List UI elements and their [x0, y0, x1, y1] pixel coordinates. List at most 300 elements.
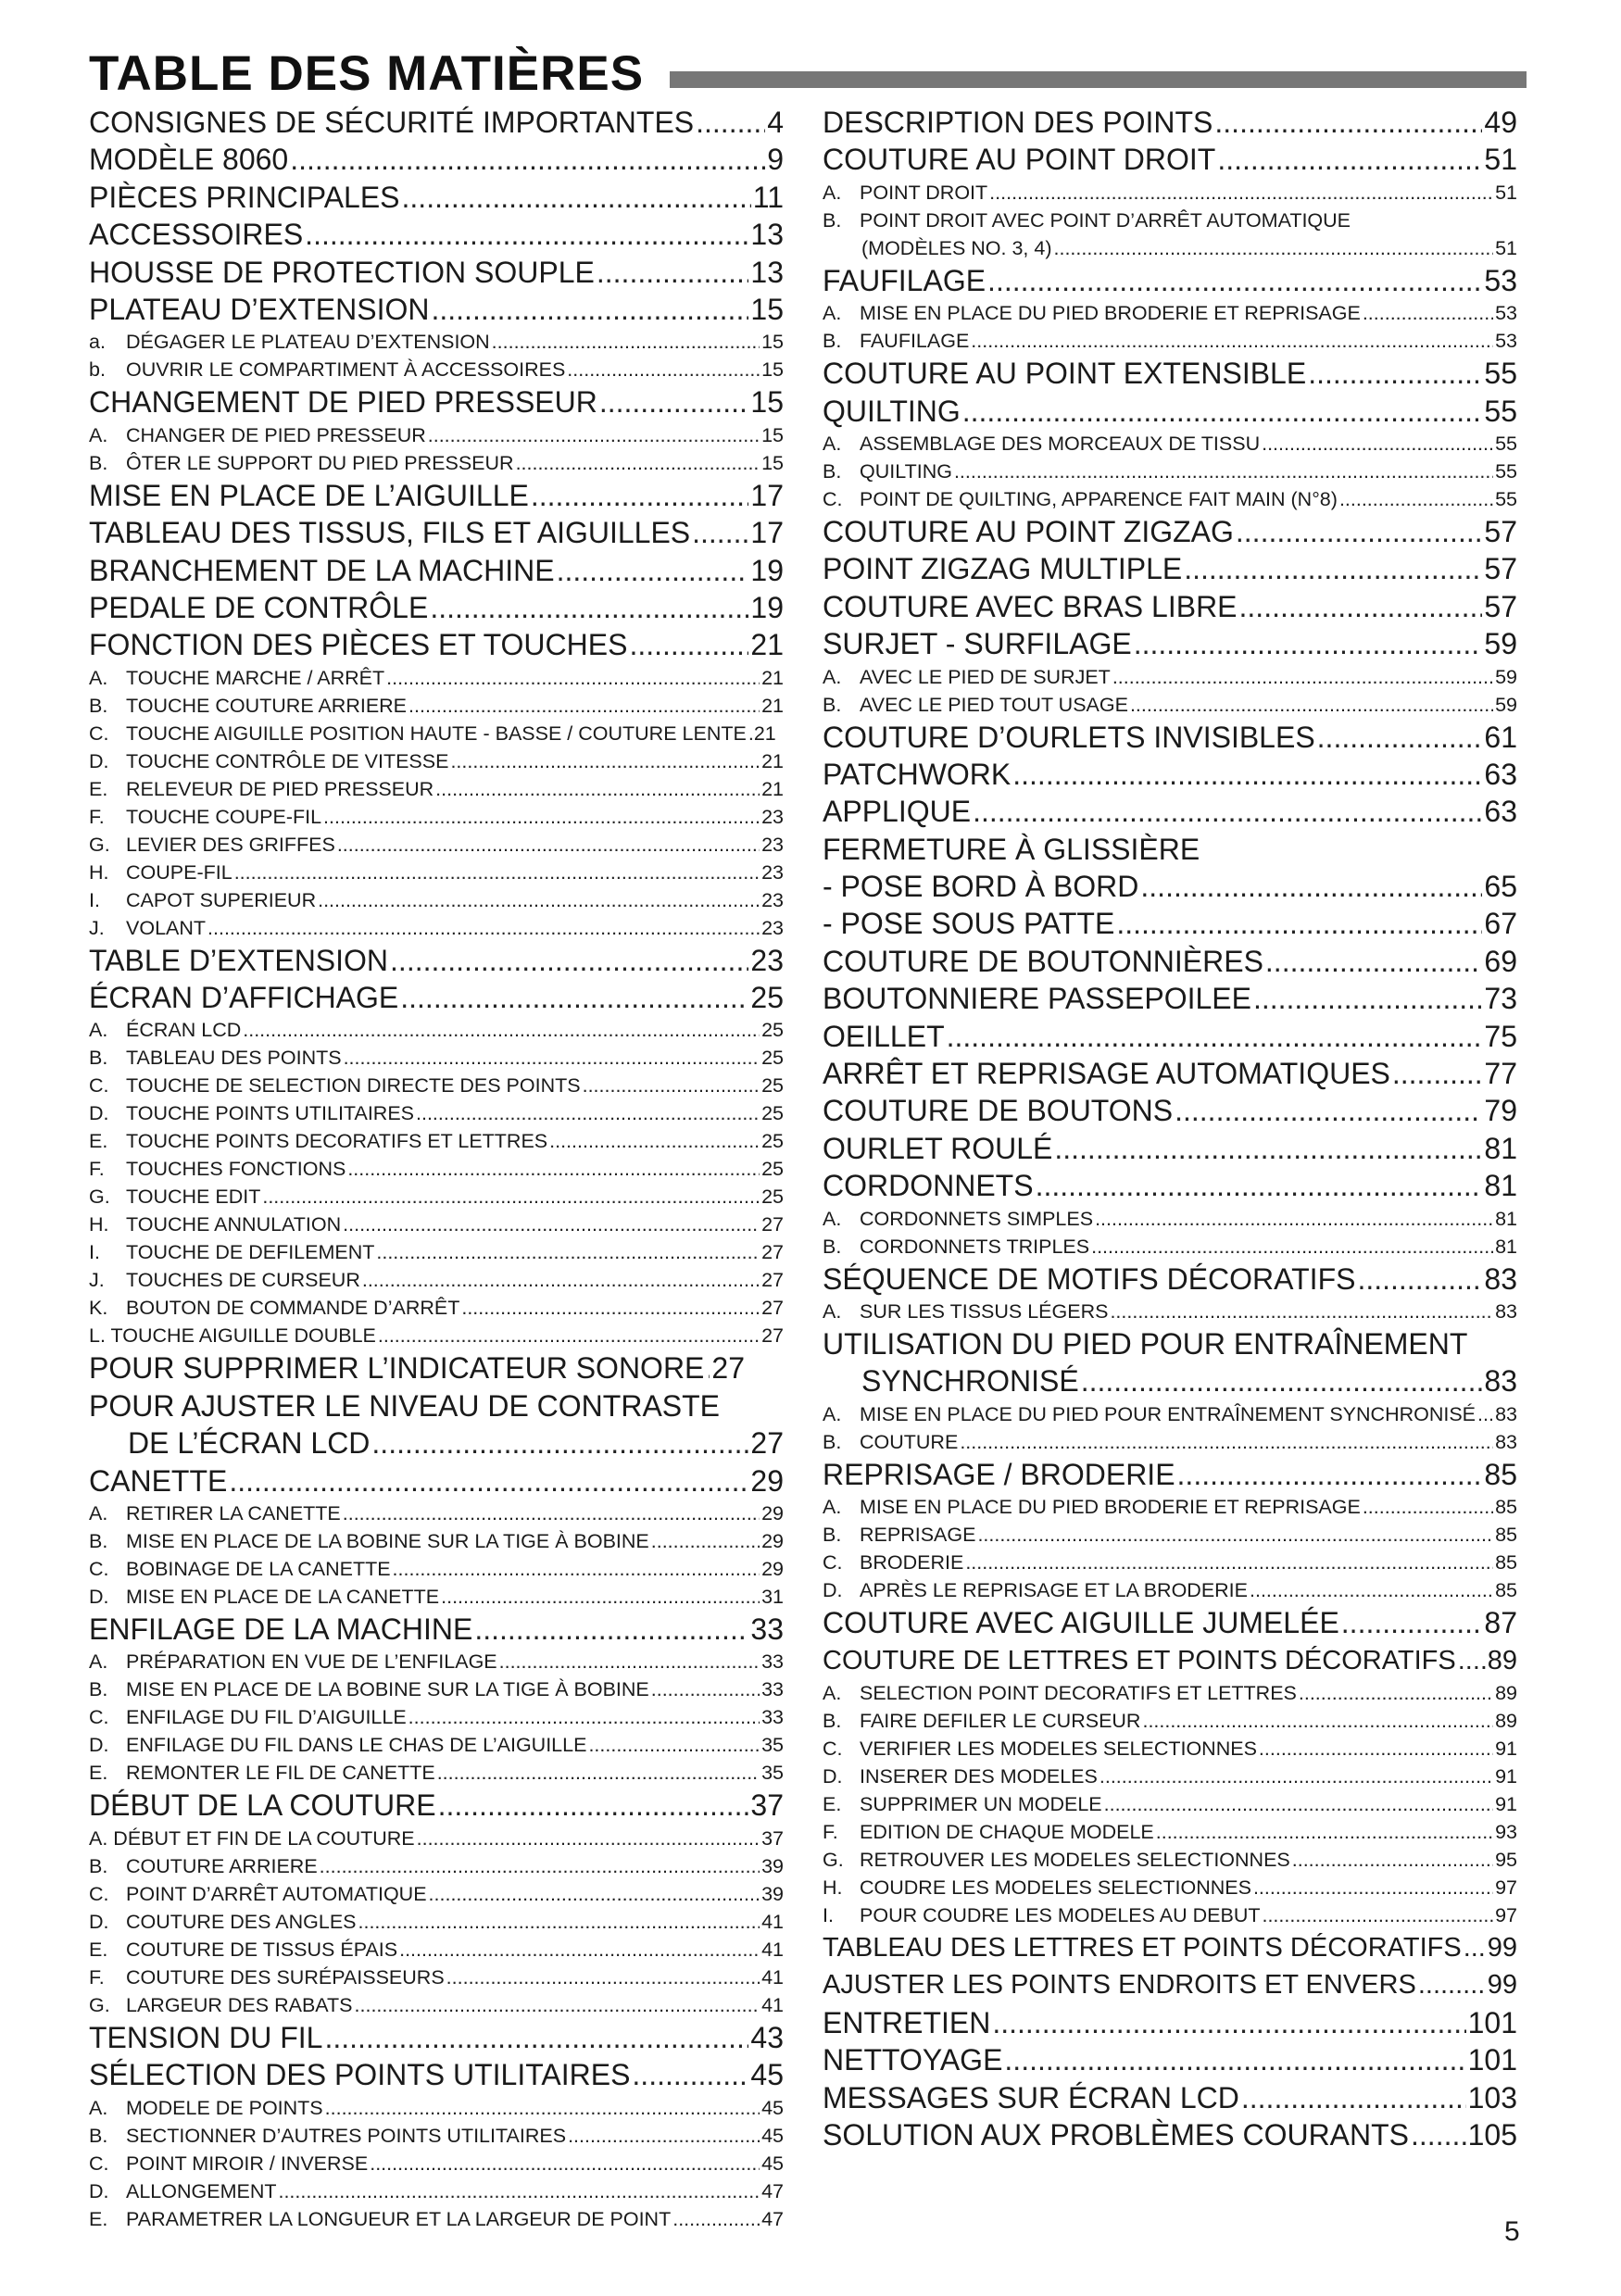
toc-subentry[interactable] [823, 1233, 1517, 1261]
toc-subentry[interactable] [823, 1400, 1517, 1428]
toc-subentry[interactable] [823, 1790, 1517, 1818]
toc-subentry[interactable] [89, 1648, 784, 1675]
toc-subentry[interactable] [89, 720, 784, 747]
toc-entry[interactable] [823, 980, 1517, 1017]
toc-entry[interactable] [823, 393, 1517, 430]
toc-leader-dots [632, 2056, 748, 2093]
toc-leader-dots [696, 104, 765, 141]
toc-subentry[interactable] [89, 2094, 784, 2122]
toc-leader-dots [343, 1211, 760, 1238]
toc-label: LARGEUR DES RABATS [126, 1993, 353, 2016]
toc-entry[interactable] [823, 1966, 1517, 2003]
toc-page-number: 105 [1467, 2117, 1517, 2152]
toc-letter: A. [89, 2096, 108, 2119]
toc-label: MODELE DE POINTS [126, 2096, 323, 2119]
toc-letter: a. [89, 331, 106, 354]
toc-entry[interactable] [823, 2041, 1517, 2078]
toc-entry[interactable] [823, 1261, 1517, 1298]
toc-letter: F. [823, 1820, 838, 1843]
toc-label: CORDONNETS SIMPLES [860, 1207, 1094, 1230]
toc-subentry[interactable] [89, 1238, 784, 1266]
toc-label: NETTOYAGE [823, 2043, 1003, 2077]
toc-page-number: 45 [761, 2096, 784, 2119]
toc-page-number: 37 [761, 1826, 784, 1850]
toc-subentry[interactable] [823, 1818, 1517, 1846]
toc-label: SUR LES TISSUS LÉGERS [860, 1299, 1109, 1323]
toc-page-number: 51 [1484, 143, 1517, 177]
toc-leader-dots [408, 1703, 760, 1731]
toc-page-number: 21 [753, 721, 776, 745]
toc-label: TOUCHE DE SELECTION DIRECTE DES POINTS [126, 1074, 581, 1098]
toc-leader-dots [370, 2150, 760, 2177]
toc-page-number: 25 [761, 1130, 784, 1153]
toc-letter: E. [89, 1130, 108, 1153]
toc-subentry[interactable] [823, 430, 1517, 458]
toc-leader-dots [1253, 980, 1482, 1017]
toc-page-number: 47 [761, 2207, 784, 2230]
toc-letter: B. [823, 693, 842, 716]
toc-leader-dots [399, 1936, 760, 1964]
toc-letter: B. [89, 694, 108, 717]
toc-leader-dots [400, 979, 748, 1016]
toc-page-number: 27 [761, 1324, 784, 1348]
toc-subentry[interactable] [89, 1072, 784, 1099]
toc-label: COUTURE DES SURÉPAISSEURS [126, 1965, 445, 1989]
toc-letter: A. [823, 1207, 842, 1230]
toc-label: ENFILAGE DU FIL DANS LE CHAS DE L’AIGUILLE [126, 1734, 587, 1757]
toc-leader-dots [243, 1016, 760, 1044]
toc-leader-dots [947, 1018, 1483, 1055]
toc-leader-dots [318, 886, 760, 914]
toc-entry[interactable] [89, 2019, 784, 2056]
page-title: TABLE DES MATIÈRES [89, 46, 645, 101]
toc-label: RETIRER LA CANETTE [126, 1502, 341, 1525]
toc-page-number: 27 [711, 1351, 745, 1386]
toc-subentry[interactable] [89, 1211, 784, 1238]
toc-label: REMONTER LE FIL DE CANETTE [126, 1762, 435, 1785]
toc-subentry[interactable] [89, 2122, 784, 2150]
toc-subentry[interactable] [89, 1044, 784, 1072]
toc-label: FAUFILAGE [860, 330, 970, 353]
toc-letter: J. [89, 1269, 105, 1292]
toc-label: TOUCHE POINTS UTILITAIRES [126, 1102, 414, 1125]
toc-entry[interactable] [823, 756, 1517, 793]
toc-letter: D. [89, 1102, 109, 1125]
toc-label: OURLET ROULÉ [823, 1131, 1053, 1165]
toc-leader-dots [1184, 550, 1482, 587]
toc-subentry[interactable] [89, 886, 784, 914]
toc-page-number: 29 [750, 1463, 784, 1498]
toc-subentry[interactable] [823, 1707, 1517, 1735]
toc-subentry[interactable] [89, 2177, 784, 2205]
toc-subentry[interactable] [823, 1901, 1517, 1929]
toc-letter: C. [89, 721, 109, 745]
toc-page-number: 25 [761, 1102, 784, 1125]
toc-label: OEILLET [823, 1019, 945, 1053]
toc-entry[interactable] [823, 1362, 1517, 1399]
toc-page-number: 85 [1495, 1524, 1517, 1547]
toc-subentry[interactable] [89, 2205, 784, 2233]
toc-page-number: 21 [761, 777, 784, 800]
toc-subentry[interactable] [89, 1825, 784, 1852]
toc-entry[interactable] [89, 1349, 784, 1386]
toc-entry[interactable] [823, 625, 1517, 662]
toc-subentry[interactable] [89, 664, 784, 692]
toc-subentry[interactable] [89, 449, 784, 477]
toc-page-number: 21 [761, 694, 784, 717]
toc-entry[interactable] [89, 1462, 784, 1499]
toc-page-number: 83 [1495, 1430, 1517, 1453]
toc-subentry[interactable] [89, 1991, 784, 2019]
toc-entry[interactable] [89, 179, 784, 216]
toc-entry[interactable] [89, 1611, 784, 1648]
toc-entry[interactable] [89, 291, 784, 328]
toc-entry[interactable] [823, 355, 1517, 392]
toc-page-number: 53 [1495, 330, 1517, 353]
toc-page-number: 33 [761, 1650, 784, 1674]
toc-leader-dots [393, 1555, 760, 1583]
toc-subentry[interactable] [823, 1493, 1517, 1521]
toc-subentry[interactable] [89, 1731, 784, 1759]
toc-subentry[interactable] [89, 1880, 784, 1908]
toc-subentry[interactable] [823, 1521, 1517, 1549]
toc-subentry[interactable] [823, 1679, 1517, 1707]
toc-page-number: 23 [750, 943, 784, 977]
toc-subentry[interactable] [823, 234, 1517, 262]
toc-label: POINT DROIT AVEC POINT D’ARRÊT AUTOMATIQUE [860, 208, 1351, 232]
toc-subentry[interactable] [823, 1549, 1517, 1576]
toc-page-number: 95 [1495, 1848, 1517, 1871]
toc-entry[interactable] [89, 477, 784, 514]
toc-letter: E. [89, 2207, 108, 2230]
toc-subentry[interactable] [823, 691, 1517, 719]
toc-label: PLATEAU D’EXTENSION [89, 292, 430, 326]
toc-entry[interactable] [823, 905, 1517, 942]
toc-letter: B. [823, 1524, 842, 1547]
toc-subentry[interactable] [89, 803, 784, 831]
toc-entry[interactable] [89, 552, 784, 589]
toc-leader-dots [474, 1611, 748, 1648]
toc-label: MISE EN PLACE DU PIED BRODERIE ET REPRISAGE [860, 1496, 1361, 1519]
toc-entry[interactable] [89, 216, 784, 253]
toc-letter: C. [89, 1074, 109, 1098]
toc-subentry[interactable] [89, 1099, 784, 1127]
toc-label: ÉCRAN D’AFFICHAGE [89, 981, 399, 1015]
toc-page-number: 59 [1495, 665, 1517, 688]
toc-leader-dots [376, 1238, 760, 1266]
toc-page-number: 43 [750, 2020, 784, 2054]
toc-label: DE L’ÉCRAN LCD [128, 1426, 371, 1461]
toc-page-number: 81 [1484, 1169, 1517, 1203]
toc-leader-dots [450, 747, 760, 775]
toc-entry[interactable] [823, 1167, 1517, 1204]
toc-letter: A. [823, 302, 842, 325]
toc-label: BRODERIE [860, 1551, 964, 1575]
toc-label: FERMETURE À GLISSIÈRE [823, 832, 1200, 866]
toc-leader-dots [1411, 2116, 1466, 2153]
toc-subentry[interactable] [823, 179, 1517, 207]
toc-entry[interactable] [823, 1604, 1517, 1641]
toc-entry[interactable] [823, 1325, 1517, 1362]
toc-entry[interactable] [89, 514, 784, 551]
toc-page-number: 91 [1495, 1792, 1517, 1815]
toc-subentry[interactable] [89, 1127, 784, 1155]
toc-entry[interactable] [823, 1018, 1517, 1055]
toc-subentry[interactable] [89, 1675, 784, 1703]
toc-subentry[interactable] [89, 1936, 784, 1964]
toc-entry[interactable] [89, 254, 784, 291]
toc-letter: B. [823, 1709, 842, 1732]
toc-letter: D. [89, 749, 109, 772]
toc-entry[interactable] [823, 943, 1517, 980]
toc-page-number: 85 [1495, 1579, 1517, 1602]
toc-subentry[interactable] [823, 1874, 1517, 1901]
toc-leader-dots [207, 914, 760, 942]
toc-leader-dots [446, 1964, 760, 1991]
toc-letter: C. [89, 1882, 109, 1905]
toc-label: MISE EN PLACE DE LA CANETTE [126, 1586, 440, 1609]
toc-letter: K. [89, 1297, 108, 1320]
toc-letter: H. [89, 860, 109, 884]
toc-label: TOUCHE COUTURE ARRIERE [126, 694, 408, 717]
toc-leader-dots [989, 179, 1493, 207]
toc-entry[interactable] [823, 262, 1517, 299]
toc-entry[interactable] [89, 1787, 784, 1824]
toc-letter: F. [89, 805, 105, 828]
toc-page-number: 41 [761, 1910, 784, 1933]
toc-leader-dots [499, 1648, 760, 1675]
page-number: 5 [1504, 2216, 1520, 2247]
toc-subentry[interactable] [89, 1555, 784, 1583]
toc-subentry[interactable] [823, 485, 1517, 513]
toc-page-number: 33 [761, 1678, 784, 1701]
toc-label: MESSAGES SUR ÉCRAN LCD [823, 2080, 1239, 2114]
toc-letter: C. [89, 1558, 109, 1581]
toc-label: COUTURE DE TISSUS ÉPAIS [126, 1938, 398, 1961]
toc-leader-dots [549, 1127, 760, 1155]
toc-entry[interactable] [823, 1929, 1517, 1966]
toc-label: (MODÈLES NO. 3, 4) [861, 236, 1052, 259]
toc-subentry[interactable] [89, 356, 784, 383]
toc-leader-dots [706, 1349, 710, 1386]
toc-label: ARRÊT ET REPRISAGE AUTOMATIQUES [823, 1057, 1390, 1091]
toc-label: APPLIQUE [823, 795, 972, 829]
toc-page-number: 27 [761, 1213, 784, 1236]
toc-subentry[interactable] [89, 1016, 784, 1044]
toc-subentry[interactable] [823, 1735, 1517, 1763]
toc-subentry[interactable] [89, 775, 784, 803]
toc-label: POUR COUDRE LES MODELES AU DEBUT [860, 1903, 1261, 1926]
toc-page-number: 21 [761, 749, 784, 772]
toc-entry[interactable] [89, 104, 784, 141]
toc-subentry[interactable] [89, 1527, 784, 1555]
toc-subentry[interactable] [823, 207, 1517, 234]
toc-subentry[interactable] [823, 1846, 1517, 1874]
toc-page-number: 41 [761, 1993, 784, 2016]
toc-entry[interactable] [823, 2079, 1517, 2116]
toc-page-number: 23 [761, 805, 784, 828]
toc-letter: C. [89, 2152, 109, 2175]
toc-label: COUTURE DES ANGLES [126, 1910, 357, 1933]
toc-page-number: 25 [761, 1074, 784, 1098]
toc-page-number: 59 [1495, 693, 1517, 716]
toc-subentry[interactable] [89, 2150, 784, 2177]
toc-subentry[interactable] [823, 327, 1517, 355]
toc-letter: H. [89, 1213, 109, 1236]
toc-entry[interactable] [823, 1092, 1517, 1129]
toc-page-number: 39 [761, 1854, 784, 1877]
toc-entry[interactable] [823, 1055, 1517, 1092]
toc-leader-dots [1110, 1298, 1493, 1325]
toc-leader-dots [1250, 1576, 1493, 1604]
toc-label: POINT D’ARRÊT AUTOMATIQUE [126, 1882, 427, 1905]
toc-subentry[interactable] [823, 1763, 1517, 1790]
toc-subentry[interactable] [89, 1322, 784, 1349]
toc-label: VOLANT [126, 916, 207, 939]
toc-letter: A. [823, 432, 842, 455]
toc-entry[interactable] [89, 383, 784, 420]
toc-entry[interactable] [823, 588, 1517, 625]
toc-leader-dots [651, 1675, 760, 1703]
toc-label: TOUCHE ANNULATION [126, 1213, 342, 1236]
toc-subentry[interactable] [823, 1428, 1517, 1456]
toc-entry[interactable] [823, 719, 1517, 756]
toc-page-number: 101 [1467, 2043, 1517, 2077]
toc-entry[interactable] [823, 793, 1517, 830]
toc-page-number: 35 [761, 1762, 784, 1785]
toc-subentry[interactable] [89, 1759, 784, 1787]
toc-subentry[interactable] [89, 1852, 784, 1880]
toc-leader-dots [1292, 1846, 1493, 1874]
toc-subentry[interactable] [89, 1499, 784, 1527]
toc-subentry[interactable] [89, 1908, 784, 1936]
toc-page-number: 29 [761, 1530, 784, 1553]
toc-subentry[interactable] [89, 328, 784, 356]
toc-label: TABLEAU DES LETTRES ET POINTS DÉCORATIFS [823, 1932, 1462, 1963]
toc-label: TOUCHE COUPE-FIL [126, 805, 322, 828]
toc-label: POINT ZIGZAG MULTIPLE [823, 552, 1183, 586]
toc-subentry[interactable] [823, 299, 1517, 327]
toc-entry[interactable] [823, 550, 1517, 587]
toc-subentry[interactable] [823, 663, 1517, 691]
toc-label: ENFILAGE DE LA MACHINE [89, 1612, 473, 1647]
toc-entry[interactable] [823, 141, 1517, 178]
toc-subentry[interactable] [89, 1703, 784, 1731]
toc-entry[interactable] [823, 2004, 1517, 2041]
toc-entry[interactable] [823, 831, 1517, 868]
toc-leader-dots [278, 2177, 760, 2205]
toc-entry[interactable] [823, 1642, 1517, 1679]
toc-page-number: 83 [1495, 1299, 1517, 1323]
toc-subentry[interactable] [89, 831, 784, 859]
toc-entry[interactable] [823, 513, 1517, 550]
toc-entry[interactable] [823, 2116, 1517, 2153]
toc-page-number: 99 [1487, 1970, 1517, 2001]
toc-entry[interactable] [89, 1424, 784, 1462]
toc-label: TOUCHE EDIT [126, 1186, 261, 1209]
toc-label: SURJET - SURFILAGE [823, 627, 1132, 661]
toc-leader-dots [1241, 2079, 1466, 2116]
toc-leader-dots [954, 458, 1493, 485]
toc-leader-dots [973, 793, 1482, 830]
toc-page-number: 85 [1484, 1457, 1517, 1491]
toc-page-number: 33 [750, 1612, 784, 1647]
toc-subentry[interactable] [89, 1294, 784, 1322]
toc-leader-dots [987, 262, 1482, 299]
toc-page-number: 23 [761, 860, 784, 884]
toc-entry[interactable] [823, 1130, 1517, 1167]
toc-subentry[interactable] [823, 1576, 1517, 1604]
toc-leader-dots [977, 1521, 1493, 1549]
toc-page-number: 13 [750, 255, 784, 289]
toc-subentry[interactable] [89, 1266, 784, 1294]
toc-letter: A. [89, 1019, 108, 1042]
toc-label: BOUTONNIERE PASSEPOILEE [823, 982, 1251, 1016]
toc-subentry[interactable] [89, 692, 784, 720]
toc-page-number: 21 [750, 628, 784, 662]
toc-leader-dots [408, 692, 760, 720]
toc-entry[interactable] [823, 1456, 1517, 1493]
toc-page-number: 81 [1495, 1207, 1517, 1230]
toc-subentry[interactable] [89, 1964, 784, 1991]
toc-subentry[interactable] [89, 914, 784, 942]
toc-page-number: 25 [761, 1019, 784, 1042]
toc-letter: B. [89, 1047, 108, 1070]
toc-entry[interactable] [89, 2056, 784, 2093]
toc-entry[interactable] [823, 868, 1517, 905]
toc-letter: D. [89, 1734, 109, 1757]
toc-subentry[interactable] [823, 1298, 1517, 1325]
toc-entry[interactable] [823, 104, 1517, 141]
toc-entry[interactable] [89, 589, 784, 626]
toc-subentry[interactable] [89, 1183, 784, 1211]
toc-leader-dots [1464, 1929, 1486, 1966]
toc-label: TABLEAU DES POINTS [126, 1047, 342, 1070]
toc-letter: A. [823, 1496, 842, 1519]
toc-page-number: 41 [761, 1938, 784, 1961]
toc-subentry[interactable] [823, 458, 1517, 485]
toc-page-number: 83 [1495, 1402, 1517, 1425]
toc-page-number: 83 [1484, 1261, 1517, 1296]
toc-subentry[interactable] [89, 1583, 784, 1611]
toc-page-number: 15 [750, 385, 784, 420]
toc-leader-dots [1308, 355, 1482, 392]
toc-subentry[interactable] [823, 1205, 1517, 1233]
toc-subentry[interactable] [89, 859, 784, 886]
toc-subentry[interactable] [89, 421, 784, 449]
toc-page-number: 65 [1484, 870, 1517, 904]
toc-subentry[interactable] [89, 1155, 784, 1183]
toc-leader-dots [597, 254, 749, 291]
toc-page-number: 81 [1484, 1131, 1517, 1165]
toc-letter: b. [89, 358, 106, 382]
toc-entry[interactable] [89, 626, 784, 663]
toc-leader-dots [430, 589, 748, 626]
toc-label: CAPOT SUPERIEUR [126, 888, 317, 911]
toc-entry[interactable] [89, 942, 784, 979]
toc-label: BOUTON DE COMMANDE D’ARRÊT [126, 1297, 460, 1320]
toc-entry[interactable] [89, 141, 784, 178]
toc-page-number: 91 [1495, 1737, 1517, 1760]
toc-letter: F. [89, 1965, 105, 1989]
toc-entry[interactable] [89, 979, 784, 1016]
toc-leader-dots [1299, 1679, 1493, 1707]
toc-entry[interactable] [89, 1387, 784, 1424]
toc-subentry[interactable] [89, 747, 784, 775]
toc-label: TENSION DU FIL [89, 2020, 323, 2054]
toc-page-number: 15 [761, 451, 784, 474]
toc-label: QUILTING [860, 459, 952, 483]
